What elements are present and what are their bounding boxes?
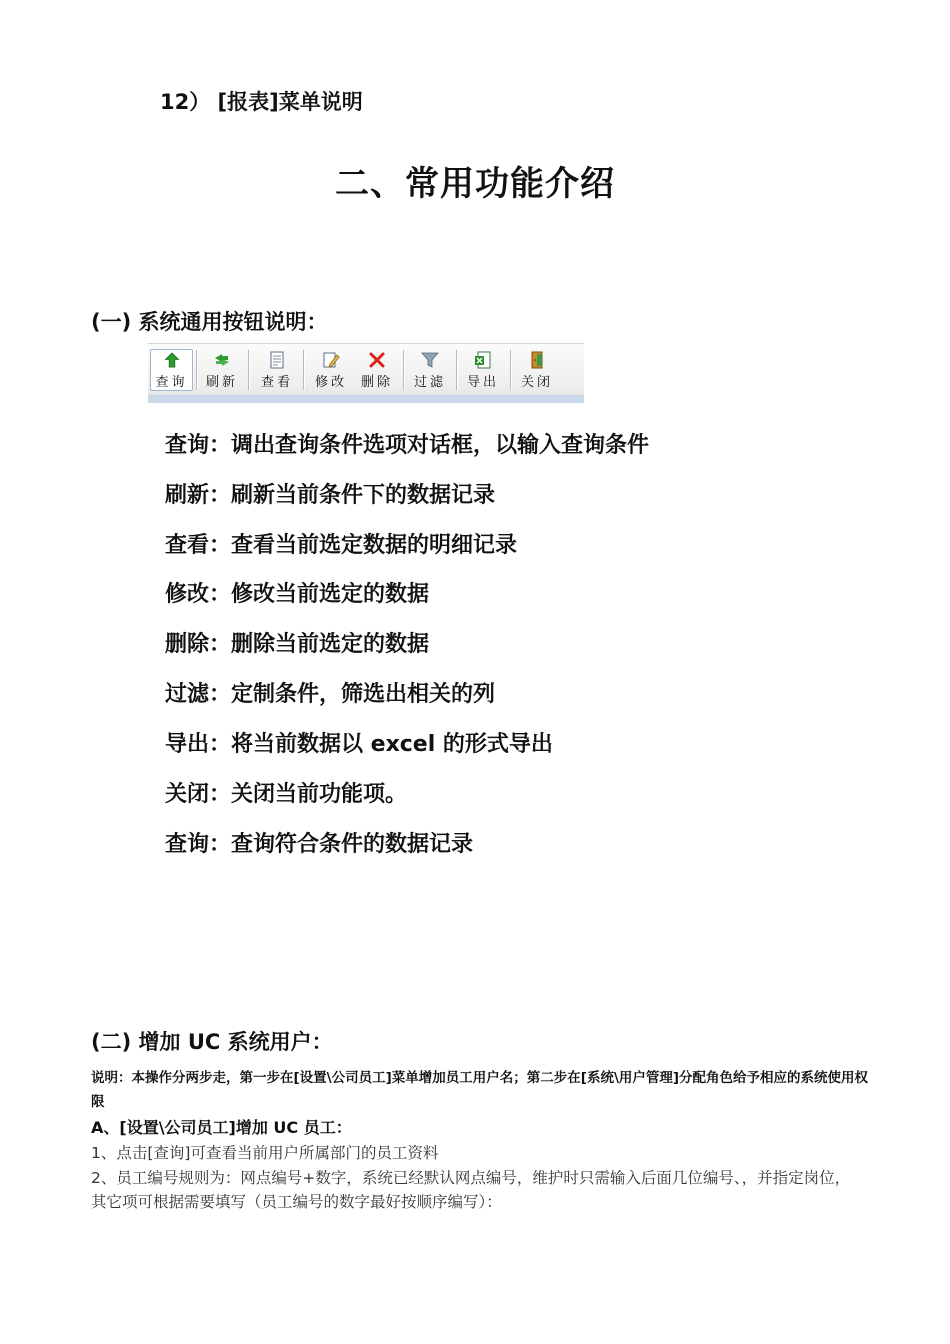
red-x-delete-icon: [368, 351, 386, 369]
subsection-heading-a: A、[设置\公司员工]增加 UC 员工：: [91, 1118, 352, 1137]
section-heading-add-user: (二) 增加 UC 系统用户：: [91, 1030, 333, 1054]
toolbar-view-button[interactable]: [254, 349, 300, 391]
toolbar-export-button[interactable]: [460, 349, 506, 391]
toolbar-button-label: 修改: [314, 375, 347, 390]
toolbar-button-label: 导出: [466, 375, 499, 390]
green-refresh-arrows-icon: [213, 351, 231, 369]
description-view: 查看：查看当前选定数据的明细记录: [165, 533, 518, 558]
toolbar-edit-button[interactable]: [308, 349, 354, 391]
description-refresh: 刷新：刷新当前条件下的数据记录: [165, 483, 496, 508]
toolbar-separator: [248, 350, 250, 390]
description-filter: 过滤：定制条件，筛选出相关的列: [165, 682, 496, 707]
description-query-records: 查询：查询符合条件的数据记录: [165, 832, 474, 857]
toolbar-button-label: 查看: [260, 375, 293, 390]
common-toolbar: [148, 343, 584, 403]
instruction-note: 说明：本操作分两步走，第一步在[设置\公司员工]菜单增加员工用户名；第二步在[系统\用户管理]分配角色给予相应的系统使用权限: [91, 1070, 869, 1110]
page-title: 二、常用功能介绍: [335, 164, 615, 204]
section-heading-buttons: (一) 系统通用按钮说明：: [91, 310, 328, 334]
toolbar-button-label: 查询: [155, 375, 188, 390]
description-close: 关闭：关闭当前功能项。: [165, 782, 408, 807]
description-export: 导出：将当前数据以 excel 的形式导出: [165, 732, 553, 757]
toolbar-close-button[interactable]: [514, 349, 560, 391]
toolbar-separator: [403, 350, 405, 390]
description-query: 查询：调出查询条件选项对话框，以输入查询条件: [165, 433, 650, 458]
toolbar-bottom-bar: [148, 395, 584, 403]
toolbar-button-label: 过滤: [413, 375, 446, 390]
toolbar-separator: [510, 350, 512, 390]
step-1-text: 1、点击[查询]可查看当前用户所属部门的员工资料: [91, 1144, 439, 1162]
toolbar-button-label: 刷新: [205, 375, 238, 390]
edit-pencil-icon: [322, 351, 340, 369]
toolbar-delete-button[interactable]: [354, 349, 400, 391]
toolbar-separator: [303, 350, 305, 390]
toolbar-refresh-button[interactable]: [200, 349, 244, 391]
description-edit: 修改：修改当前选定的数据: [165, 582, 430, 607]
green-up-arrow-icon: [163, 352, 181, 369]
funnel-filter-icon: [421, 351, 439, 369]
toolbar-filter-button[interactable]: [407, 349, 453, 391]
excel-export-icon: [474, 351, 492, 369]
toolbar-button-label: 删除: [360, 375, 393, 390]
exit-door-icon: [528, 351, 546, 369]
document-view-icon: [268, 351, 286, 369]
toolbar-button-label: 关闭: [520, 375, 553, 390]
toolbar-separator: [456, 350, 458, 390]
step-2-text: 2、员工编号规则为：网点编号+数字，系统已经默认网点编号，维护时只需输入后面几位编号、，并指定岗位，其它项可根据需要填写（员工编号的数字最好按顺序编写）：: [91, 1169, 851, 1211]
description-delete: 删除：删除当前选定的数据: [165, 632, 430, 657]
section-subheading: 12） [报表]菜单说明: [160, 90, 363, 114]
toolbar-query-button[interactable]: [150, 349, 193, 391]
toolbar-separator: [196, 350, 198, 390]
